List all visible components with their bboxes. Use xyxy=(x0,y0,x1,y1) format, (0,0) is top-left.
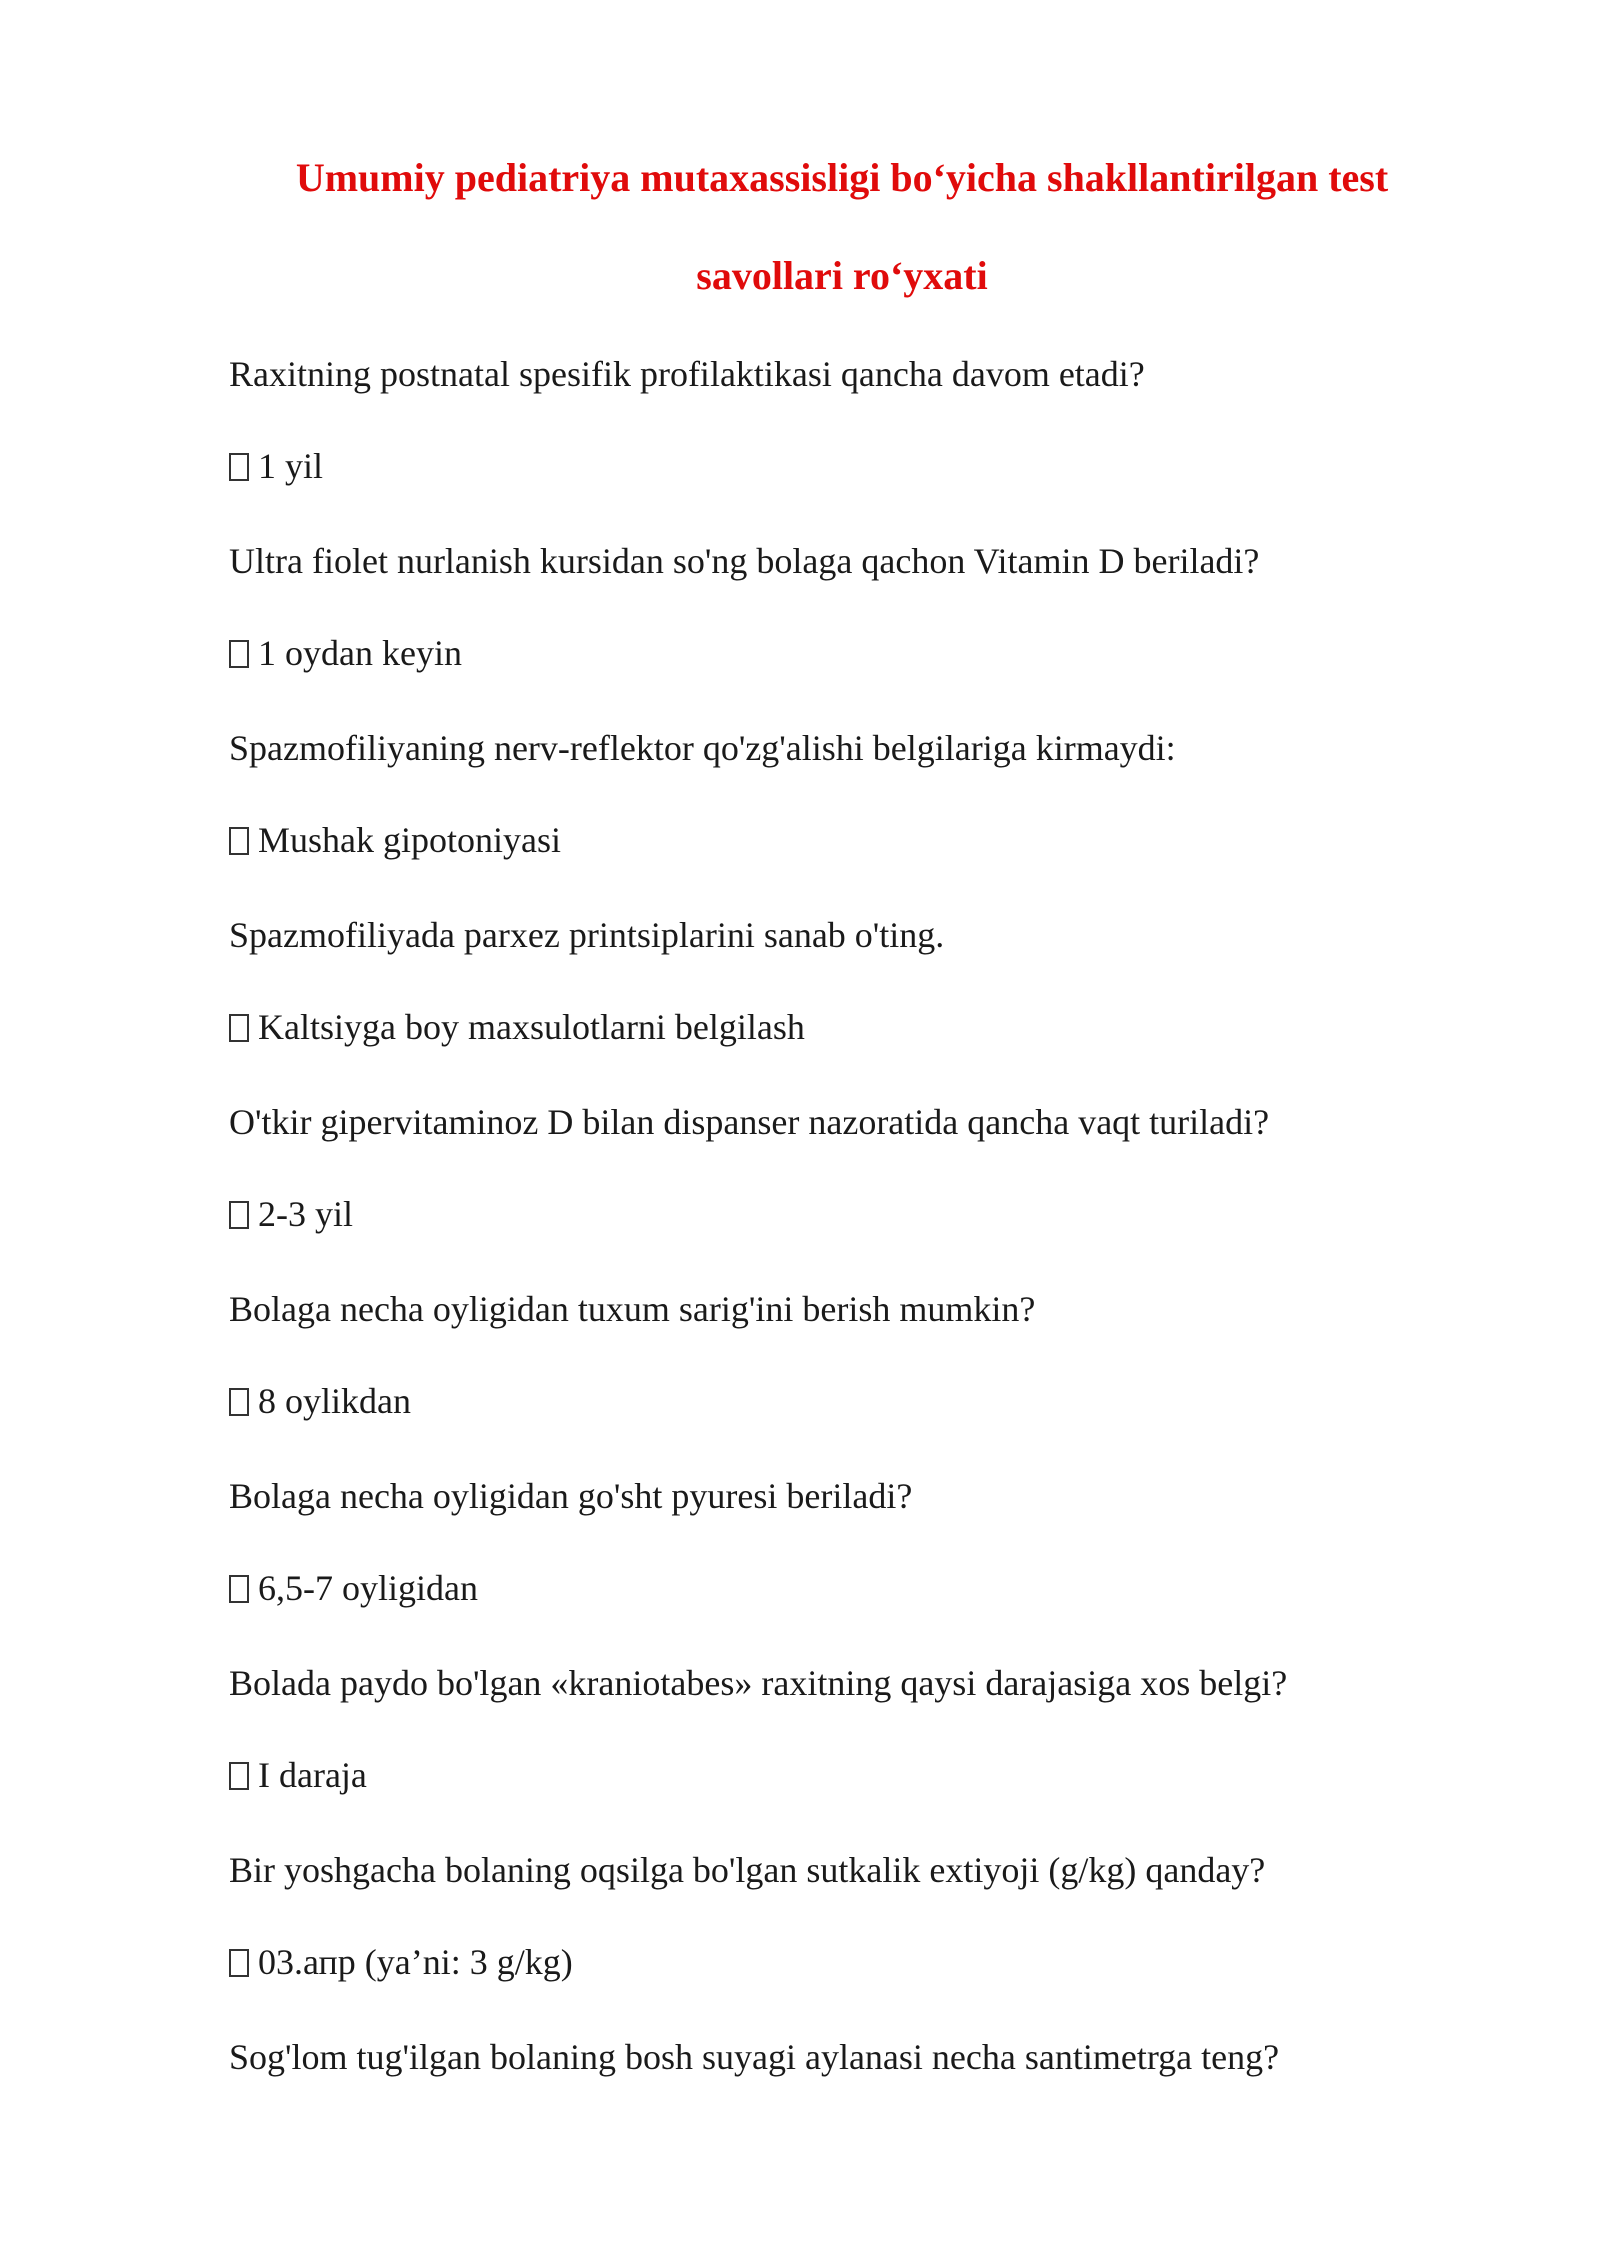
document-title-line-2: savollari ro‘yxati xyxy=(696,253,988,298)
answer-text: 1 oydan keyin xyxy=(258,633,462,673)
answer-text: I daraja xyxy=(258,1755,367,1795)
answer-box-icon xyxy=(229,640,249,668)
question-text: Bir yoshgacha bolaning oqsilga bo'lgan sutkalik extiyoji (g/kg) qanday? xyxy=(229,1850,1266,1890)
question-item xyxy=(229,1474,1529,1610)
question-item xyxy=(229,352,1529,488)
question-text: Spazmofiliyaning nerv-reflektor qo'zg'alishi belgilariga kirmaydi: xyxy=(229,728,1176,768)
question-text: Bolaga necha oyligidan go'sht pyuresi beriladi? xyxy=(229,1476,913,1516)
answer-box-icon xyxy=(229,1762,249,1790)
question-text: O'tkir gipervitaminoz D bilan dispanser nazoratida qancha vaqt turiladi? xyxy=(229,1102,1270,1142)
answer-box-icon xyxy=(229,1201,249,1229)
answer-text: 6,5-7 oyligidan xyxy=(258,1568,478,1608)
answer-text: 1 yil xyxy=(258,446,324,486)
answer-text: Kaltsiyga boy maxsulotlarni belgilash xyxy=(258,1007,805,1047)
question-item xyxy=(229,1287,1529,1423)
question-text: Bolada paydo bo'lgan «kraniotabes» raxitning qaysi darajasiga xos belgi? xyxy=(229,1663,1288,1703)
question-item xyxy=(229,1661,1529,1797)
answer-box-icon xyxy=(229,453,249,481)
answer-text: Mushak gipotoniyasi xyxy=(258,820,561,860)
question-text: Sog'lom tug'ilgan bolaning bosh suyagi aylanasi necha santimetrga teng? xyxy=(229,2037,1280,2077)
answer-box-icon xyxy=(229,1575,249,1603)
answer-box-icon xyxy=(229,1014,249,1042)
question-list xyxy=(229,352,1529,2127)
answer-line xyxy=(229,444,1529,488)
question-text: Raxitning postnatal spesifik profilaktikasi qancha davom etadi? xyxy=(229,354,1145,394)
answer-text: 8 oylikdan xyxy=(258,1381,411,1421)
question-text: Bolaga necha oyligidan tuxum sarig'ini berish mumkin? xyxy=(229,1289,1036,1329)
question-text: Ultra fiolet nurlanish kursidan so'ng bolaga qachon Vitamin D beriladi? xyxy=(229,541,1260,581)
question-item xyxy=(229,2035,1529,2079)
document-title-line-1: Umumiy pediatriya mutaxassisligi bo‘yicha shakllantirilgan test xyxy=(295,155,1389,200)
answer-line xyxy=(229,1379,1529,1423)
question-text: Spazmofiliyada parxez printsiplarini sanab o'ting. xyxy=(229,915,945,955)
question-item xyxy=(229,1848,1529,1984)
answer-line xyxy=(229,1753,1529,1797)
answer-line xyxy=(229,1005,1529,1049)
answer-box-icon xyxy=(229,1949,249,1977)
answer-line xyxy=(229,1566,1529,1610)
answer-box-icon xyxy=(229,1388,249,1416)
answer-line xyxy=(229,1940,1529,1984)
answer-box-icon xyxy=(229,827,249,855)
question-item xyxy=(229,913,1529,1049)
question-item xyxy=(229,726,1529,862)
answer-text: 03.апр (ya’ni: 3 g/kg) xyxy=(258,1942,573,1982)
answer-line xyxy=(229,631,1529,675)
answer-line xyxy=(229,818,1529,862)
answer-line xyxy=(229,1192,1529,1236)
answer-text: 2-3 yil xyxy=(258,1194,353,1234)
question-item xyxy=(229,1100,1529,1236)
question-item xyxy=(229,539,1529,675)
